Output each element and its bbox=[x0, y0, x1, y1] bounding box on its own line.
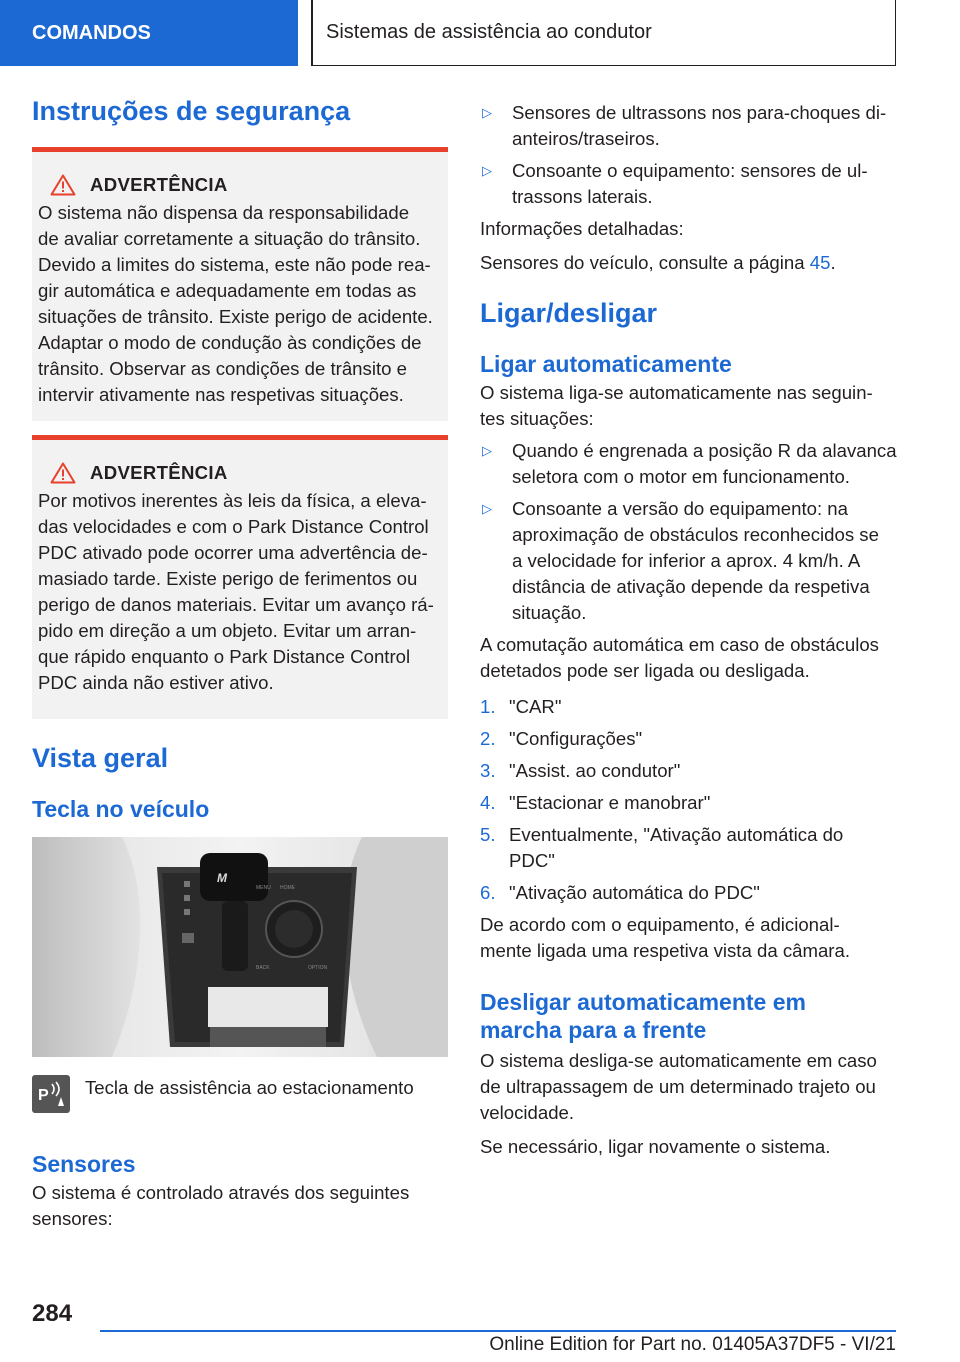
steps-list bbox=[480, 694, 900, 906]
auto-on-heading: Ligar automaticamente bbox=[480, 351, 732, 377]
restart-text: Se necessário, ligar novamente o sistema. bbox=[480, 1136, 831, 1157]
bullet-triangle-icon: ▷ bbox=[482, 443, 492, 458]
list-item: 5. Eventualmente, "Ativação automática do PDC" bbox=[480, 824, 844, 871]
camera-text: De acordo com o equipamento, é adicional- mente ligada uma respetiva vista da câmara. bbox=[480, 914, 850, 961]
warning-box-2 bbox=[32, 435, 448, 719]
bullet-triangle-icon: ▷ bbox=[482, 163, 492, 178]
console-illustration bbox=[32, 837, 448, 1057]
safety-heading: Instruções de segurança bbox=[32, 96, 351, 126]
warning-triangle-icon bbox=[50, 174, 76, 196]
warning-box-1 bbox=[32, 147, 448, 421]
list-item: ▷ Sensores de ultrassons nos para-choques di- anteiros/traseiros. bbox=[480, 100, 900, 152]
warning-title: ADVERTÊNCIA bbox=[40, 462, 438, 484]
svg-text:M: M bbox=[217, 871, 227, 885]
list-item: 1. "CAR" bbox=[480, 696, 562, 717]
list-item: 4. "Estacionar e manobrar" bbox=[480, 792, 711, 813]
section-title: COMANDOS bbox=[32, 21, 151, 44]
page-link[interactable]: 45 bbox=[809, 252, 831, 273]
sensors-heading: Sensores bbox=[32, 1151, 136, 1177]
chapter-header bbox=[312, 0, 896, 66]
bullet-triangle-icon: ▷ bbox=[482, 105, 492, 120]
section-tab bbox=[0, 0, 298, 66]
bullet-triangle-icon: ▷ bbox=[482, 501, 492, 516]
warning-text: Por motivos inerentes às leis da física, a eleva- das velocidades e com o Park Distance Control PDC ativado pode ocorrer uma advertência de- masiado tarde. Existe perigo de ferimentos ou perigo de danos materiais. Evitar um avanço rá- pido em direção a um objeto. Evitar um arran- que rápido enquanto o Park Distance Control PDC ainda não estiver ativo. bbox=[38, 490, 434, 693]
footer-rule bbox=[100, 1330, 896, 1332]
left-column bbox=[32, 96, 448, 1232]
list-item: ▷ Consoante a versão do equipamento: na aproximação de obstáculos reconhecidos se a velocidade for inferior a aprox. 4 km/h. A distância de ativação depende da respetiva situação. bbox=[480, 496, 900, 626]
footer-edition: Online Edition for Part no. 01405A37DF5 - VI/21 bbox=[489, 1334, 896, 1355]
right-column bbox=[480, 100, 900, 1160]
overview-heading: Vista geral bbox=[32, 743, 169, 773]
photo-caption: P Tecla de assistência ao estacionamento bbox=[32, 1075, 448, 1113]
chapter-title: Sistemas de assistência ao condutor bbox=[326, 21, 652, 43]
warning-title: ADVERTÊNCIA bbox=[40, 174, 438, 196]
page-number: 284 bbox=[32, 1300, 73, 1327]
console-label-option: OPTION bbox=[308, 965, 328, 971]
vehicle-console-photo bbox=[32, 837, 448, 1057]
warning-text: O sistema não dispensa da responsabilidade de avaliar corretamente a situação do trânsito. Devido a limites do sistema, este não pode rea- gir automática e adequadamente em todas as situações de trânsito. Existe perigo de acidente. Adaptar o modo de condução às condições de trânsito. Observar as condições de trânsito e intervir ativamente nas respetivas situações. bbox=[38, 202, 433, 405]
warning-triangle-icon bbox=[50, 462, 76, 484]
list-item: 6. "Ativação automática do PDC" bbox=[480, 882, 760, 903]
list-item: ▷ Consoante o equipamento: sensores de ul- trassons laterais. bbox=[480, 158, 900, 210]
list-item: ▷ Quando é engrenada a posição R da alavanca seletora com o motor em funcionamento. bbox=[480, 438, 900, 490]
console-label-back: BACK bbox=[256, 965, 270, 971]
button-heading: Tecla no veículo bbox=[32, 796, 210, 822]
list-item: 3. "Assist. ao condutor" bbox=[480, 760, 681, 781]
auto-on-intro: O sistema liga-se automaticamente nas seguin- tes situações: bbox=[480, 382, 873, 429]
switch-text: A comutação automática em caso de obstáculos detetados pode ser ligada ou desligada. bbox=[480, 634, 879, 681]
auto-off-text: O sistema desliga-se automaticamente em caso de ultrapassagem de um determinado trajeto ou velocidade. bbox=[480, 1050, 877, 1123]
console-label-home: HOME bbox=[280, 885, 295, 891]
svg-text:P: P bbox=[38, 1087, 49, 1104]
auto-off-heading: Desligar automaticamente em marcha para a frente bbox=[480, 989, 806, 1043]
console-label-menu: MENU bbox=[256, 885, 271, 891]
details-reference: Sensores do veículo, consulte a página 45. bbox=[480, 252, 836, 273]
details-label: Informações detalhadas: bbox=[480, 218, 684, 239]
list-item: 2. "Configurações" bbox=[480, 728, 643, 749]
sensors-intro: O sistema é controlado através dos seguintes sensores: bbox=[32, 1182, 410, 1229]
onoff-heading: Ligar/desligar bbox=[480, 298, 658, 328]
parking-assistant-icon bbox=[32, 1075, 70, 1113]
